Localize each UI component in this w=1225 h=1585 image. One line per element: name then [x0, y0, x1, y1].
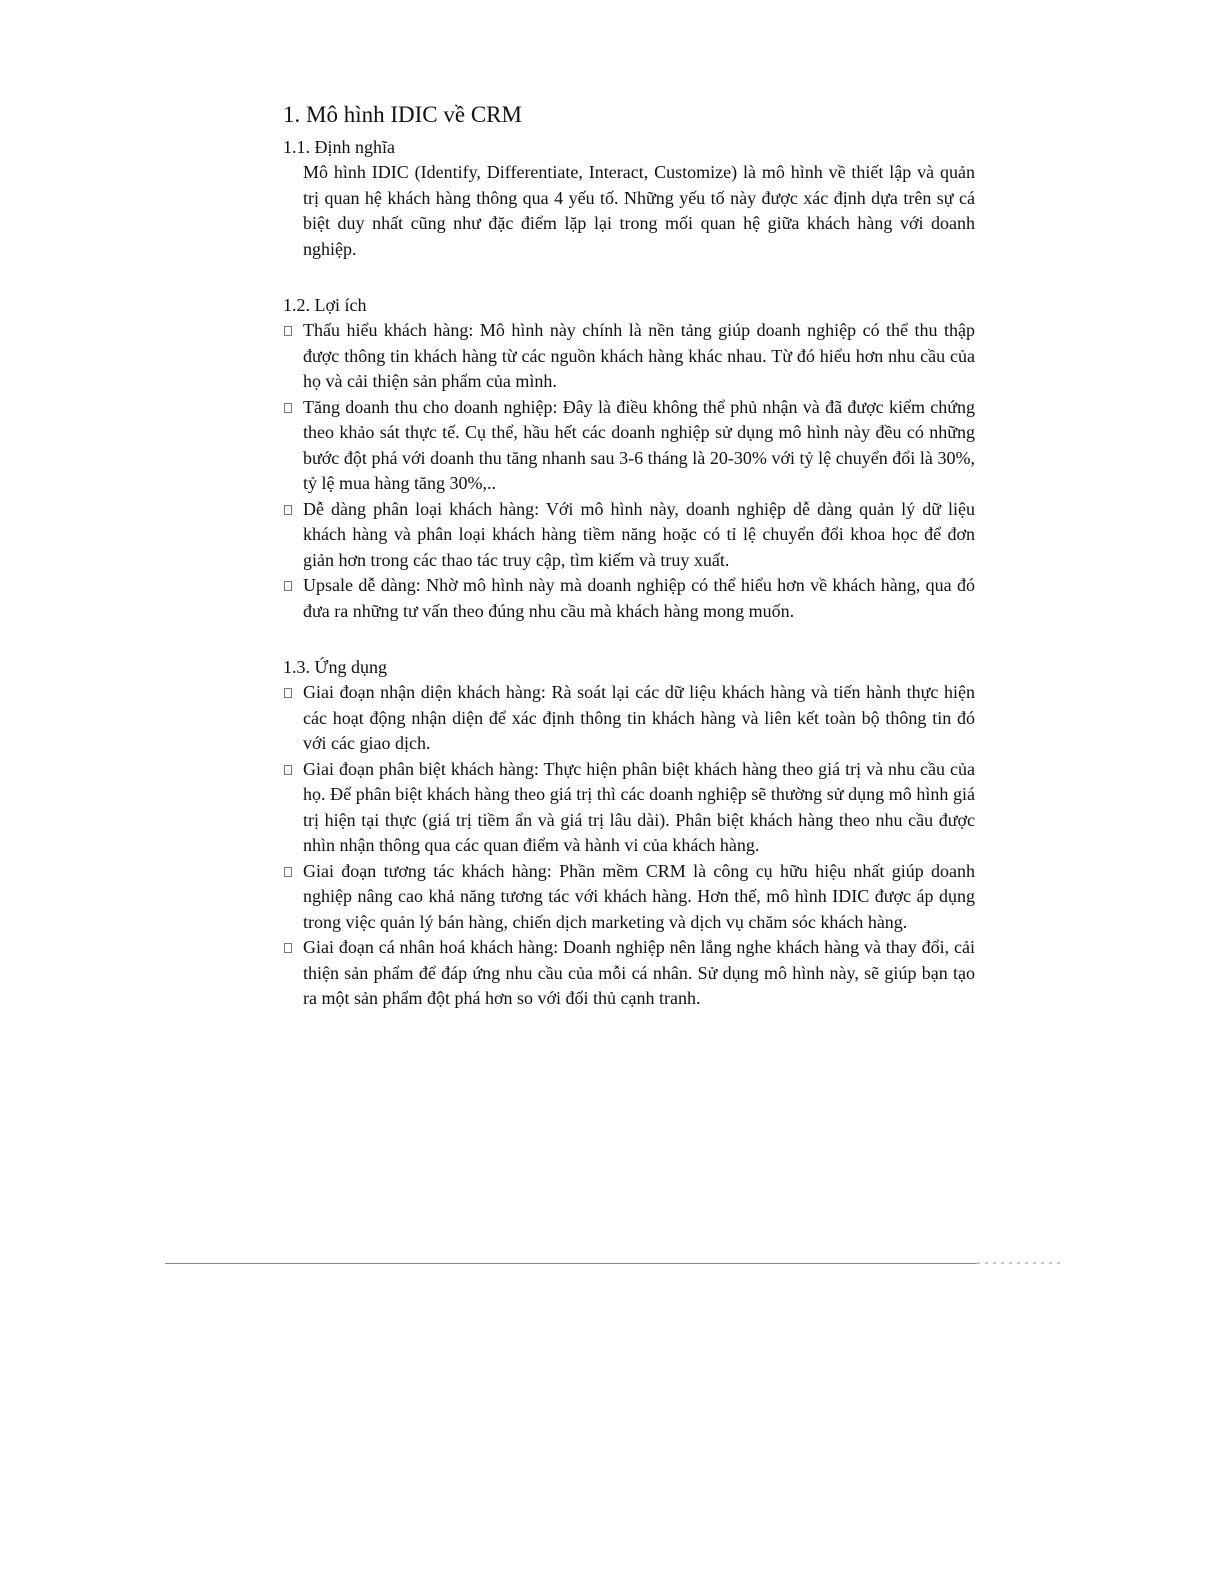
application-item — [283, 935, 975, 1012]
section-heading-definition: 1.1. Định nghĩa — [283, 137, 395, 157]
benefit-item — [283, 573, 975, 624]
bullet-box-icon — [284, 867, 292, 877]
benefit-item — [283, 497, 975, 574]
application-text: Giai đoạn phân biệt khách hàng: Thực hiện phân biệt khách hàng theo giá trị và nhu cầu của họ. Để phân biệt khách hàng theo giá trị thì các doanh nghiệp sẽ thường sử dụng mô hình giá trị hiện tại thực (giá trị tiềm ẩn và giá trị lâu dài). Phân biệt khách hàng theo nhu cầu được nhìn nhận thông qua các quan điểm và hành vi của khách hàng. — [303, 758, 975, 855]
bullet-box-icon — [284, 943, 292, 953]
application-text: Giai đoạn cá nhân hoá khách hàng: Doanh nghiệp nên lắng nghe khách hàng và thay đổi, cải thiện sản phẩm để đáp ứng nhu cầu của mỗi cá nhân. Sử dụng mô hình này, sẽ giúp bạn tạo ra một sản phẩm đột phá hơn so với đối thủ cạnh tranh. — [303, 937, 975, 1008]
bullet-box-icon — [284, 765, 292, 775]
bullet-box-icon — [284, 326, 292, 336]
benefit-text: Dễ dàng phân loại khách hàng: Với mô hình này, doanh nghiệp dễ dàng quản lý dữ liệu khách hàng và phân loại khách hàng tiềm năng hoặc có tỉ lệ chuyển đổi khoa học để đơn giản hơn trong các thao tác truy cập, tìm kiếm và truy xuất. — [303, 498, 975, 570]
section-spacer — [283, 262, 975, 292]
document-content — [283, 100, 975, 1012]
application-item — [283, 859, 975, 936]
bullet-box-icon — [284, 688, 292, 698]
bullet-box-icon — [284, 403, 292, 413]
application-item — [283, 757, 975, 859]
benefit-text: Tăng doanh thu cho doanh nghiệp: Đây là điều không thể phủ nhận và đã được kiểm chứng theo khảo sát thực tế. Cụ thể, hầu hết các doanh nghiệp sử dụng mô hình này đều có những bước đột phá với doanh thu tăng nhanh sau 3-6 tháng là 20-30% với tỷ lệ chuyển đổi là 30%, tỷ lệ mua hàng tăng 30%,.. — [303, 396, 975, 493]
definition-paragraph: Mô hình IDIC (Identify, Differentiate, Interact, Customize) là mô hình về thiết lập và quản trị quan hệ khách hàng thông qua 4 yếu tố. Những yếu tố này được xác định dựa trên sự cá biệt duy nhất cũng như đặc điểm lặp lại trong mối quan hệ giữa khách hàng với doanh nghiệp. — [303, 162, 975, 259]
bullet-box-icon — [284, 505, 292, 515]
application-text: Giai đoạn nhận diện khách hàng: Rà soát lại các dữ liệu khách hàng và tiến hành thực hiện các hoạt động nhận diện để xác định thông tin khách hàng và liên kết toàn bộ thông tin đó với các giao dịch. — [303, 682, 975, 753]
benefit-item — [283, 395, 975, 497]
section-heading-applications: 1.3. Ứng dụng — [283, 657, 387, 677]
footer-divider-dots — [977, 1262, 1061, 1264]
footer-divider — [165, 1263, 977, 1264]
application-item — [283, 680, 975, 757]
application-text: Giai đoạn tương tác khách hàng: Phần mềm CRM là công cụ hữu hiệu nhất giúp doanh nghiệp nâng cao khả năng tương tác với khách hàng. Hơn thế, mô hình IDIC được áp dụng trong việc quản lý bán hàng, chiến dịch marketing và dịch vụ chăm sóc khách hàng. — [303, 860, 975, 932]
section-heading-benefits: 1.2. Lợi ích — [283, 295, 367, 315]
benefit-item — [283, 318, 975, 395]
benefit-text: Thấu hiểu khách hàng: Mô hình này chính là nền tảng giúp doanh nghiệp có thể thu thập được thông tin khách hàng từ các nguồn khách hàng khác nhau. Từ đó hiểu hơn nhu cầu của họ và cải thiện sản phẩm của mình. — [303, 320, 975, 391]
document-title: 1. Mô hình IDIC về CRM — [283, 102, 522, 127]
bullet-box-icon — [284, 581, 292, 591]
benefit-text: Upsale dễ dàng: Nhờ mô hình này mà doanh nghiệp có thể hiểu hơn về khách hàng, qua đó đưa ra những tư vấn theo đúng nhu cầu mà khách hàng mong muốn. — [303, 575, 975, 621]
section-spacer — [283, 624, 975, 654]
